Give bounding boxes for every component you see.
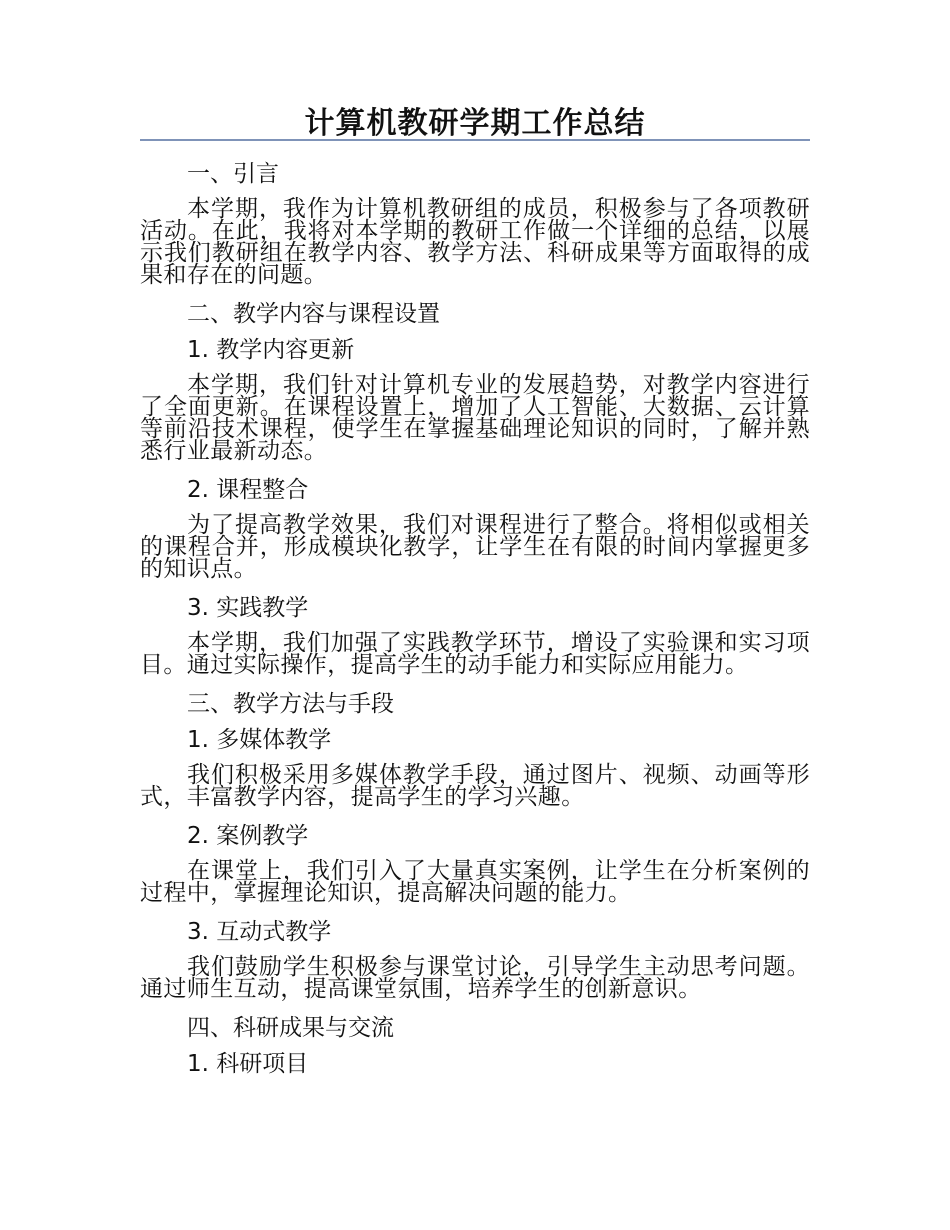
paragraph-multimedia: 我们积极采用多媒体教学手段，通过图片、视频、动画等形式，丰富教学内容，提高学生的学习兴趣。 [140,762,810,810]
title-underline [140,139,810,141]
section-heading-teaching-content: 二、教学内容与课程设置 [187,301,440,327]
subsection-heading-content-update: 1. 教学内容更新 [187,337,355,363]
section-heading-research: 四、科研成果与交流 [187,1015,394,1041]
subsection-heading-practice-teaching: 3. 实践教学 [187,595,309,621]
document-title: 计算机教研学期工作总结 [304,106,646,141]
subsection-heading-course-integration: 2. 课程整合 [187,477,309,503]
subsection-heading-case-teaching: 2. 案例教学 [187,823,309,849]
document-body [140,156,810,1082]
paragraph-practice-teaching: 本学期，我们加强了实践教学环节，增设了实验课和实习项目。通过实际操作，提高学生的动手能力和实际应用能力。 [140,630,810,678]
paragraph-content-update: 本学期，我们针对计算机专业的发展趋势，对教学内容进行了全面更新。在课程设置上，增加了人工智能、大数据、云计算等前沿技术课程，使学生在掌握基础理论知识的同时，了解并熟悉行业最新动态。 [140,372,810,464]
paragraph-case-teaching: 在课堂上，我们引入了大量真实案例，让学生在分析案例的过程中，掌握理论知识，提高解决问题的能力。 [140,858,810,906]
section-heading-teaching-methods: 三、教学方法与手段 [187,691,394,717]
paragraph-intro: 本学期，我作为计算机教研组的成员，积极参与了各项教研活动。在此，我将对本学期的教研工作做一个详细的总结，以展示我们教研组在教学内容、教学方法、科研成果等方面取得的成果和存在的问题。 [140,196,810,288]
subsection-heading-multimedia: 1. 多媒体教学 [187,727,332,753]
subsection-heading-research-projects: 1. 科研项目 [187,1051,309,1077]
paragraph-course-integration: 为了提高教学效果，我们对课程进行了整合。将相似或相关的课程合并，形成模块化教学，让学生在有限的时间内掌握更多的知识点。 [140,512,810,582]
section-heading-intro: 一、引言 [187,161,279,187]
subsection-heading-interactive-teaching: 3. 互动式教学 [187,919,332,945]
paragraph-interactive-teaching: 我们鼓励学生积极参与课堂讨论，引导学生主动思考问题。通过师生互动，提高课堂氛围，培养学生的创新意识。 [140,954,810,1002]
